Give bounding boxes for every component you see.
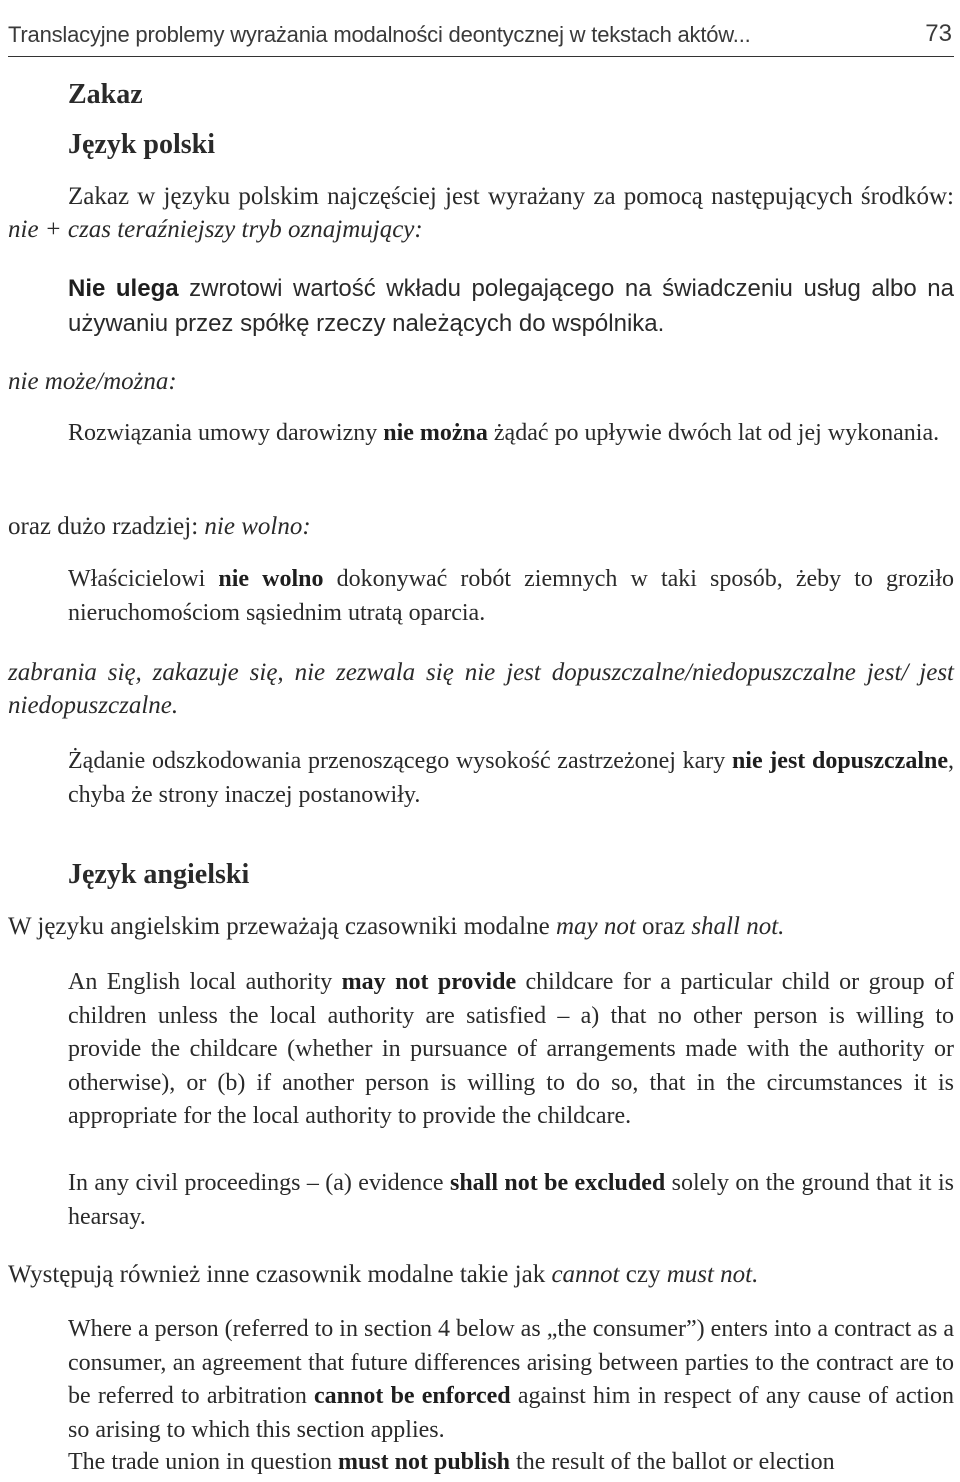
polish-example-1 <box>68 272 954 341</box>
polish-intro-text: Zakaz w języku polskim najczęściej jest wyrażany za pomocą następujących środków: <box>68 183 954 210</box>
form-3-text: oraz dużo rzadziej: <box>8 513 205 540</box>
en-example-1-text-a: An English local authority <box>68 969 342 995</box>
english-intro <box>8 910 954 943</box>
example-3-term: nie wolno <box>218 566 324 592</box>
example-2-term: nie można <box>383 420 488 446</box>
section-title-zakaz: Zakaz <box>68 79 143 110</box>
en-example-4-term: must not publish <box>337 1449 511 1475</box>
form-3-label: nie wolno: <box>204 513 311 540</box>
polish-form-3 <box>8 510 954 543</box>
en-example-2-text-a: In any civil proceedings – (a) evidence <box>68 1170 450 1196</box>
en-example-1-text-b: childcare for a particular child or group of children unless the local authority are satisfied – a) that no other person is willing to provide the childcare (whether in pursuance of arrangements made with the authority or otherwise), or (b) if another person is willing to do so, that in the circumstances it is appropriate for the local authority to provide the childcare. <box>68 969 954 1129</box>
english-also-modal-2: must not. <box>666 1261 759 1288</box>
english-also-text-a: Występują również inne czasownik modalne takie jak <box>8 1261 552 1288</box>
en-example-3-text-a: Where a person (referred to in section 4 below as „the consumer”) enters into a contract as a consumer, an agreement that future differences arising between parties to the contract are to be referred to arbitration <box>68 1316 954 1409</box>
running-header <box>8 18 954 57</box>
english-also <box>8 1258 954 1291</box>
english-example-4 <box>68 1446 954 1480</box>
en-example-3-term: cannot be enforced <box>314 1383 511 1409</box>
example-3-text-a: Właścicielowi <box>68 566 219 592</box>
example-4-text-a: Żądanie odszkodowania przenoszącego wysokość zastrzeżonej kary <box>68 748 732 774</box>
en-example-3-text-b: against him in respect of any cause of action so arising to which this section applies. <box>68 1383 955 1443</box>
polish-intro-form: nie + czas teraźniejszy tryb oznajmujący: <box>8 216 423 243</box>
en-example-4-text-b: the result of the ballot or election <box>510 1449 835 1475</box>
example-1-text: zwrotowi wartość wkładu polegającego na świadczeniu usług albo na używaniu przez spółkę rzeczy należących do wspólnika. <box>68 275 954 337</box>
polish-example-4 <box>68 745 954 812</box>
english-also-modal-1: cannot <box>551 1261 620 1288</box>
english-example-2 <box>68 1167 954 1234</box>
english-intro-text-a: W języku angielskim przeważają czasowniki modalne <box>8 913 556 940</box>
example-4-text-b: , chyba że strony inaczej postanowiły. <box>68 748 954 808</box>
example-2-text-b: żądać po upływie dwóch lat od jej wykonania. <box>487 420 940 446</box>
en-example-2-term: shall not be excluded <box>449 1170 666 1196</box>
polish-form-4 <box>8 656 954 722</box>
example-1-term: Nie ulega <box>68 275 179 302</box>
polish-form-2 <box>8 365 954 398</box>
form-2-label: nie może/można: <box>8 368 177 395</box>
example-4-term: nie jest dopuszczalne <box>731 748 948 774</box>
english-intro-modal-1: may not <box>555 913 636 940</box>
polish-intro-paragraph <box>8 180 954 246</box>
en-example-4-text-a: The trade union in question <box>68 1449 338 1475</box>
en-example-1-term: may not provide <box>341 969 517 995</box>
en-example-2-text-b: solely on the ground that it is hearsay. <box>68 1170 954 1230</box>
subsection-title-english: Język angielski <box>68 859 250 890</box>
page-number: 73 <box>925 20 952 47</box>
english-intro-modal-2: shall not. <box>691 913 785 940</box>
example-2-text-a: Rozwiązania umowy darowizny <box>68 420 384 446</box>
polish-example-3 <box>68 563 954 630</box>
polish-example-2 <box>68 417 954 451</box>
english-example-3 <box>68 1313 954 1447</box>
example-3-text-b: dokonywać robót ziemnych w taki sposób, żeby to groziło nieruchomościom sąsiednim utratą oparcia. <box>68 566 955 626</box>
english-intro-text-b: oraz <box>635 913 692 940</box>
form-4-label: zabrania się, zakazuje się, nie zezwala się nie jest dopuszczalne/niedopuszczalne jest/ jest niedopuszczalne. <box>8 659 954 719</box>
english-example-1 <box>68 966 954 1134</box>
running-title: Translacyjne problemy wyrażania modalności deontycznej w tekstach aktów... <box>8 22 751 47</box>
subsection-title-polish: Język polski <box>68 129 216 160</box>
english-also-text-b: czy <box>619 1261 667 1288</box>
